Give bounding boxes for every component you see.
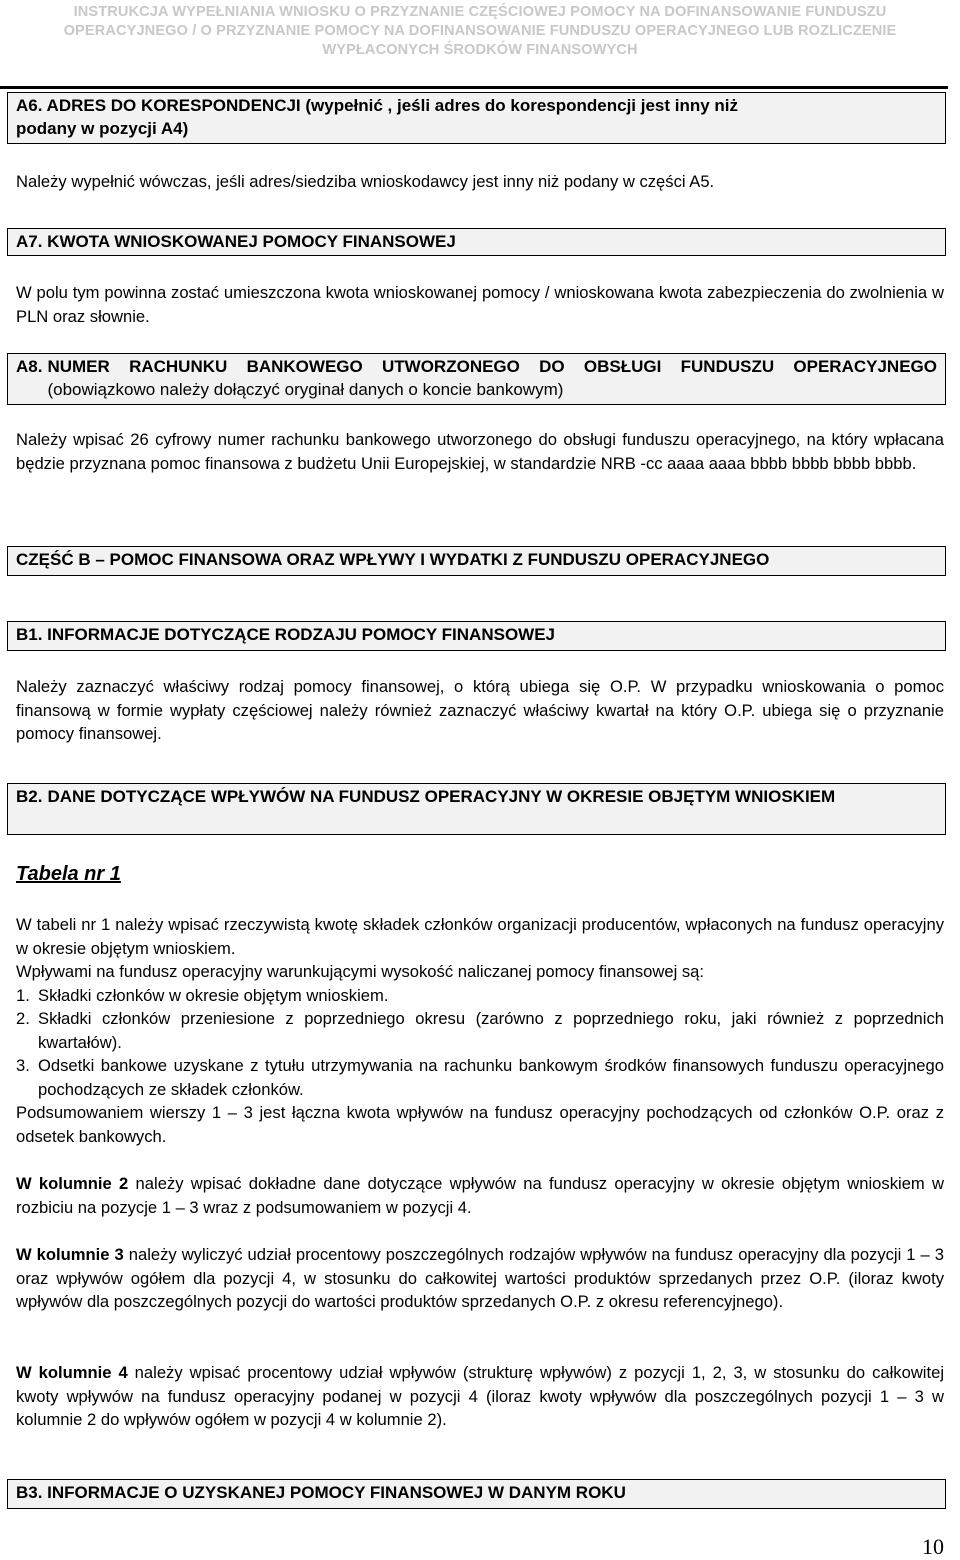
header-line-1: INSTRUKCJA WYPEŁNIANIA WNIOSKU O PRZYZNANIE CZĘŚCIOWEJ POMOCY NA DOFINANSOWANIE FUNDUSZU — [73, 4, 887, 20]
column-4-label: W kolumnie 4 — [16, 1363, 128, 1382]
section-a8-title — [47, 355, 937, 403]
column-4-instruction — [16, 1361, 944, 1432]
list-item-number: 3. — [16, 1056, 30, 1075]
list-item-number: 2. — [16, 1009, 30, 1028]
list-item — [16, 984, 944, 1008]
list-item-number: 1. — [16, 985, 30, 1005]
section-a8-title-note: (obowiązkowo należy dołączyć oryginał danych o koncie bankowym) — [47, 380, 564, 399]
section-a6-text: Należy wypełnić wówczas, jeśli adres/siedziba wnioskodawcy jest inny niż podany w części A5. — [16, 172, 715, 191]
table-1-description — [16, 913, 944, 1148]
section-a6-heading — [7, 92, 946, 144]
list-item-text: Składki członków przeniesione z poprzedniego okresu (zarówno z poprzedniego roku, jaki również z poprzednich kwartałów). — [38, 1009, 944, 1052]
column-4-text: należy wpisać procentowy udział wpływów (strukturę wpływów) z pozycji 1, 2, 3, w stosunku do całkowitej kwoty wpływów na fundusz operacyjny podanej w pozycji 4 (iloraz kwoty wpływów dla poszczególnych pozycji 1 – 3 w kolumnie 2 do wpływów ogółem w pozycji 4 w kolumnie 2). — [16, 1363, 945, 1429]
section-b2-title: DANE DOTYCZĄCE WPŁYWÓW NA FUNDUSZ OPERACYJNY W OKRESIE OBJĘTYM WNIOSKIEM — [47, 787, 836, 806]
column-2-text: należy wpisać dokładne dane dotyczące wpływów na fundusz operacyjny w okresie objętym wnioskiem w rozbiciu na pozycje 1 – 3 wraz z podsumowaniem w pozycji 4. — [16, 1174, 944, 1217]
section-a7-text: W polu tym powinna zostać umieszczona kwota wnioskowanej pomocy / wnioskowana kwota zabezpieczenia do zwolnienia w PLN oraz słownie. — [16, 283, 944, 326]
header-line-3: WYPŁACONYCH ŚRODKÓW FINANSOWYCH — [322, 42, 638, 58]
list-item-text: Składki członków w okresie objętym wnioskiem. — [38, 985, 389, 1005]
section-a8-title-bold: NUMER RACHUNKU BANKOWEGO UTWORZONEGO DO OBSŁUGI FUNDUSZU OPERACYJNEGO — [47, 357, 937, 376]
column-3-text: należy wyliczyć udział procentowy poszczególnych rodzajów wpływów na fundusz operacyjny dla pozycji 1 – 3 oraz wpływów ogółem dla pozycji 4, w stosunku do całkowitej wartości produktów sprzedanych przez O.P. (iloraz kwoty wpływów dla poszczególnych pozycji do wartości produktów sprzedanych O.P. z okresu referencyjnego). — [16, 1245, 944, 1311]
list-item — [16, 1007, 944, 1054]
section-a7-heading: A7. KWOTA WNIOSKOWANEJ POMOCY FINANSOWEJ — [7, 228, 946, 256]
section-b3-heading: B3. INFORMACJE O UZYSKANEJ POMOCY FINANSOWEJ W DANYM ROKU — [7, 1479, 946, 1509]
column-2-label: W kolumnie 2 — [16, 1174, 129, 1193]
column-3-label: W kolumnie 3 — [16, 1245, 124, 1264]
section-a6-heading-line-1: A6. ADRES DO KORESPONDENCJI (wypełnić , jeśli adres do korespondencji jest inny niż — [16, 96, 739, 115]
section-a8-heading — [7, 353, 946, 405]
list-item-text: Odsetki bankowe uzyskane z tytułu utrzymywania na rachunku bankowym środków finansowych funduszu operacyjnego pochodzących ze składek członków. — [38, 1056, 944, 1099]
section-b1-heading: B1. INFORMACJE DOTYCZĄCE RODZAJU POMOCY FINANSOWEJ — [7, 621, 946, 651]
part-b-heading: CZĘŚĆ B – POMOC FINANSOWA ORAZ WPŁYWY I WYDATKI Z FUNDUSZU OPERACYJNEGO — [7, 546, 946, 576]
section-b1-text: Należy zaznaczyć właściwy rodzaj pomocy finansowej, o którą ubiega się O.P. W przypadku wnioskowania o pomoc finansową w formie wypłaty częściowej należy również zaznaczyć właściwy kwartał na który O.P. ubiega się o przyznanie pomocy finansowej. — [16, 677, 944, 743]
table-1-summary: Podsumowaniem wierszy 1 – 3 jest łączna kwota wpływów na fundusz operacyjny pochodzących od członków O.P. oraz z odsetek bankowych. — [16, 1103, 944, 1146]
list-item — [16, 1054, 944, 1101]
table-1-title: Tabela nr 1 — [16, 863, 121, 885]
header-line-2: OPERACYJNEGO / O PRZYZNANIE POMOCY NA DOFINANSOWANIE FUNDUSZU OPERACYJNEGO LUB ROZLICZENIE — [63, 23, 897, 39]
header-divider — [0, 86, 948, 89]
page-number: 10 — [922, 1534, 944, 1559]
section-a8-text: Należy wpisać 26 cyfrowy numer rachunku bankowego utworzonego do obsługi funduszu operacyjnego, na który wpłacana będzie przyznana pomoc finansowa z budżetu Unii Europejskiej, w standardzie NRB -cc aaaa aaaa bbbb bbbb bbbb bbbb. — [16, 430, 944, 473]
section-b2-number: B2. — [16, 787, 43, 806]
table-1-intro: W tabeli nr 1 należy wpisać rzeczywistą kwotę składek członków organizacji producentów, wpłaconych na fundusz operacyjny w okresie objętym wnioskiem. — [16, 915, 944, 958]
section-a8-number: A8. — [16, 357, 43, 376]
table-1-lead: Wpływami na fundusz operacyjny warunkującymi wysokość naliczanej pomocy finansowej są: — [16, 962, 705, 981]
section-a6-heading-line-2: podany w pozycji A4) — [16, 119, 189, 138]
column-3-instruction — [16, 1243, 944, 1314]
document-header — [0, 0, 960, 72]
column-2-instruction — [16, 1172, 944, 1219]
section-b2-heading — [7, 783, 946, 835]
